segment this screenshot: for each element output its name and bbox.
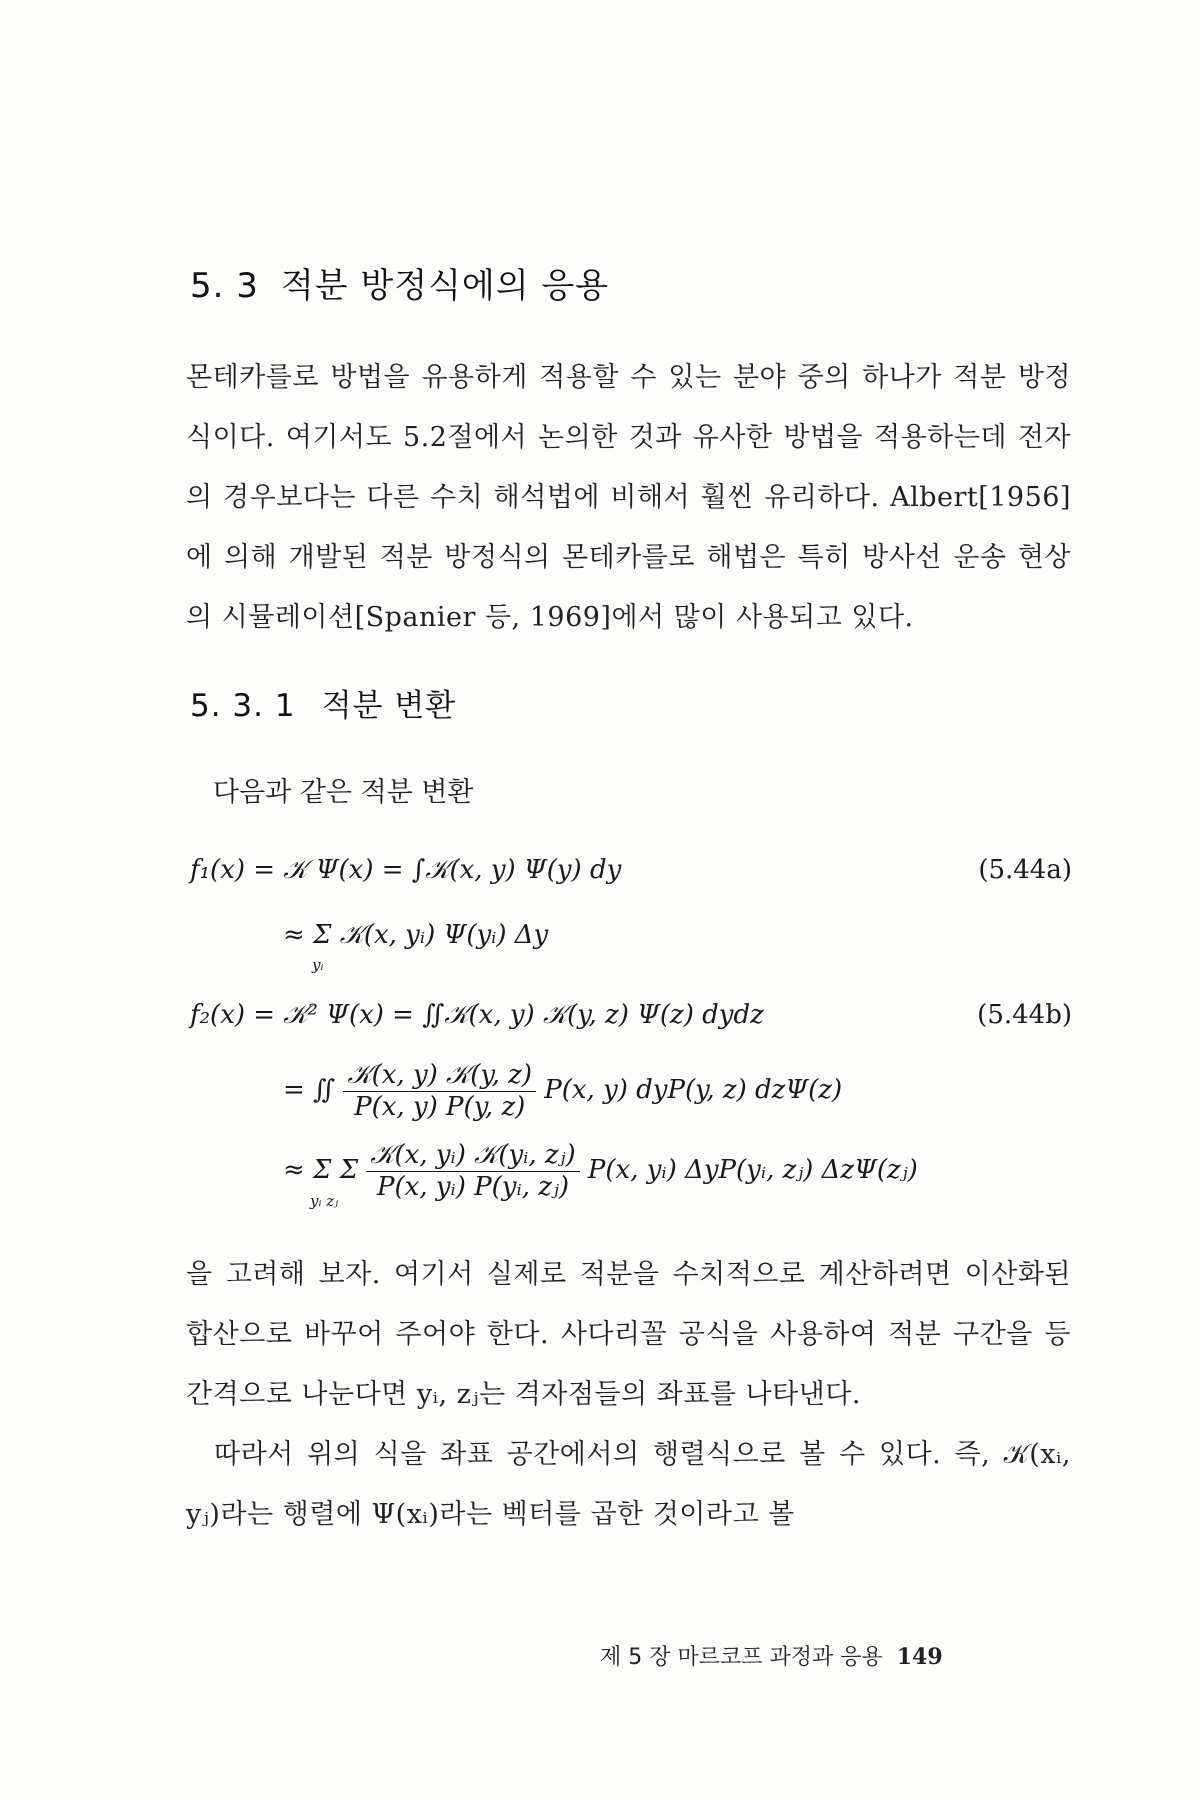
equation-b-line2-fraction xyxy=(343,1060,536,1122)
equation-b-label: (5.44b) xyxy=(977,1000,1072,1030)
subsection-number: 5. 3. 1 xyxy=(190,688,296,724)
paragraph-3: 따라서 위의 식을 좌표 공간에서의 행렬식으로 볼 수 있다. 즉, 𝒦(xᵢ, yⱼ)라는 행렬에 Ψ(xᵢ)라는 벡터를 곱한 것이라고 볼 xyxy=(186,1439,1071,1530)
equation-b-line2-suffix: P(x, y) dyP(y, z) dzΨ(z) xyxy=(544,1075,843,1105)
equation-a-label: (5.44a) xyxy=(978,855,1072,885)
fraction-denominator: P(x, y) P(y, z) xyxy=(354,1092,526,1122)
equation-b-line1: f₂(x) = 𝒦² Ψ(x) = ∬𝒦(x, y) 𝒦(y, z) Ψ(z) dydz xyxy=(190,1000,764,1030)
footer-chapter: 제 5 장 마르코프 과정과 응용 xyxy=(600,1645,883,1670)
equation-b-line3 xyxy=(283,1140,918,1202)
equation-b-line3-suffix: P(x, yᵢ) ΔyP(yᵢ, zⱼ) ΔzΨ(zⱼ) xyxy=(587,1155,918,1185)
subsection-heading xyxy=(190,680,456,725)
paragraph-2: 을 고려해 보자. 여기서 실제로 적분을 수치적으로 계산하려면 이산화된 합산으로 바꾸어 주어야 한다. 사다리꼴 공식을 사용하여 적분 구간을 등간격으로 나눈다면 yᵢ, zⱼ는 격자점들의 좌표를 나타낸다. xyxy=(186,1259,1071,1410)
fraction-denominator: P(x, yᵢ) P(yᵢ, zⱼ) xyxy=(377,1172,569,1202)
fraction-numerator: 𝒦(x, y) 𝒦(y, z) xyxy=(343,1060,536,1092)
section-number: 5. 3 xyxy=(190,266,259,306)
equation-a-line2: ≈ Σ 𝒦(x, yᵢ) Ψ(yᵢ) Δy xyxy=(283,920,549,950)
page-number: 149 xyxy=(896,1644,943,1670)
section-title: 적분 방정식에의 응용 xyxy=(280,266,610,306)
equation-b-line3-subscripts: yᵢ zⱼ xyxy=(310,1192,339,1210)
subsection-title: 적분 변환 xyxy=(321,688,457,724)
intro-text: 다음과 같은 적분 변환 xyxy=(213,777,474,808)
equation-a-subscript: yᵢ xyxy=(312,956,324,974)
section-heading xyxy=(190,258,609,307)
fraction-numerator: 𝒦(x, yᵢ) 𝒦(yᵢ, zⱼ) xyxy=(366,1140,579,1172)
equation-b-line2-prefix: = ∬ xyxy=(283,1075,336,1105)
equation-b-line3-prefix: ≈ Σ Σ xyxy=(283,1155,359,1185)
page-footer xyxy=(600,1640,943,1671)
equation-b-line2 xyxy=(283,1060,842,1122)
paragraph-1: 몬테카를로 방법을 유용하게 적용할 수 있는 분야 중의 하나가 적분 방정식이다. 여기서도 5.2절에서 논의한 것과 유사한 방법을 적용하는데 전자의 경우보다는 다른 수치 해석법에 비해서 훨씬 유리하다. Albert[1956]에 의해 개발된 적분 방정식의 몬테카를로 해법은 특히 방사선 운송 현상의 시뮬레이션[Spanier 등, 1969]에서 많이 사용되고 있다. xyxy=(186,362,1071,633)
equation-a-line1: f₁(x) = 𝒦 Ψ(x) = ∫𝒦(x, y) Ψ(y) dy xyxy=(190,855,622,885)
equation-b-line3-fraction xyxy=(366,1140,579,1202)
